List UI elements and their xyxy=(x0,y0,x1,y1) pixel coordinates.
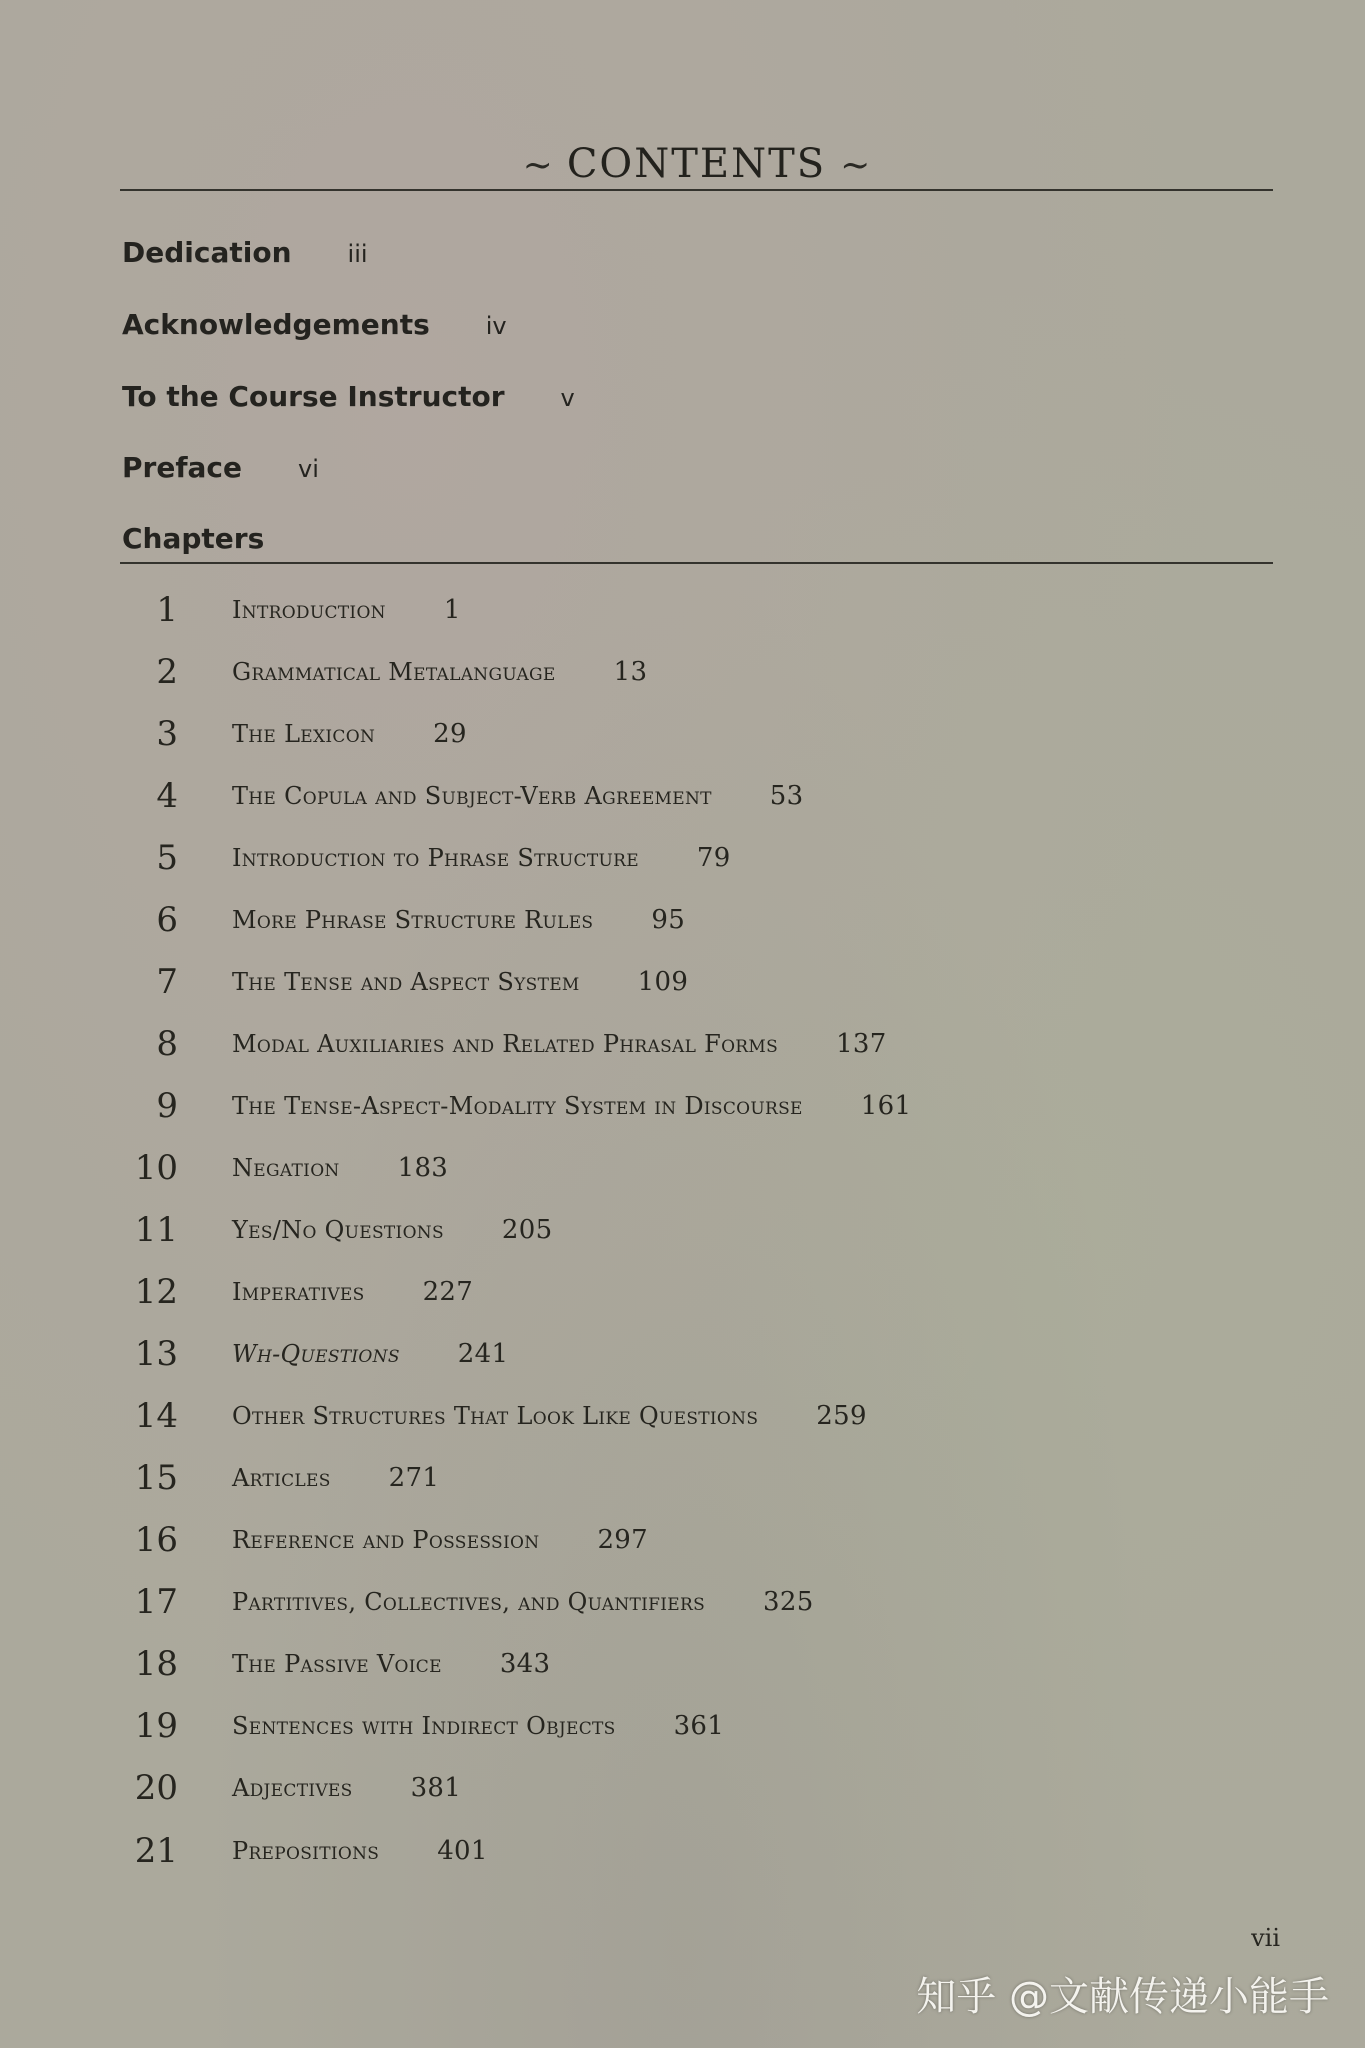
chapter-number: 11 xyxy=(134,1210,178,1250)
chapter-title: The Lexicon 29 xyxy=(232,719,467,749)
chapter-page: 161 xyxy=(860,1091,912,1121)
chapter-page: 79 xyxy=(696,843,731,873)
chapter-row xyxy=(0,1267,1365,1317)
chapter-title: More Phrase Structure Rules 95 xyxy=(232,905,686,935)
chapter-number: 7 xyxy=(156,962,178,1002)
chapter-page: 401 xyxy=(437,1836,488,1866)
chapter-title: Sentences with Indirect Objects 361 xyxy=(232,1711,725,1741)
chapter-title: Introduction 1 xyxy=(232,595,461,625)
chapter-title: Adjectives 381 xyxy=(232,1773,462,1803)
chapter-page: 381 xyxy=(410,1773,462,1803)
chapter-title: Wh-Questions 241 xyxy=(232,1339,509,1369)
chapter-row xyxy=(0,647,1365,697)
chapter-page: 137 xyxy=(836,1029,887,1059)
chapter-row xyxy=(0,1391,1365,1441)
chapter-title: Articles 271 xyxy=(232,1463,440,1493)
chapters-heading: Chapters xyxy=(122,522,265,555)
chapter-title: Modal Auxiliaries and Related Phrasal Forms 137 xyxy=(232,1029,887,1059)
chapter-page: 271 xyxy=(388,1463,440,1493)
entry-label: Preface xyxy=(122,451,242,484)
chapter-title: Imperatives 227 xyxy=(232,1277,474,1307)
chapter-row xyxy=(0,585,1365,635)
chapter-page: 183 xyxy=(397,1153,449,1183)
chapter-row xyxy=(0,1515,1365,1565)
chapter-page: 1 xyxy=(443,595,461,625)
chapter-page: 227 xyxy=(422,1277,474,1307)
entry-page: v xyxy=(560,384,575,412)
chapter-row xyxy=(0,957,1365,1007)
chapter-number: 12 xyxy=(134,1272,178,1312)
page-title: CONTENTS xyxy=(566,141,827,187)
chapter-title: The Passive Voice 343 xyxy=(232,1649,551,1679)
chapter-row xyxy=(0,1143,1365,1193)
entry-label: Dedication xyxy=(122,236,292,269)
entry-label: To the Course Instructor xyxy=(122,380,505,413)
chapter-page: 109 xyxy=(637,967,689,997)
chapter-row xyxy=(0,1081,1365,1131)
chapter-title: The Copula and Subject-Verb Agreement 53 xyxy=(232,781,804,811)
chapter-number: 13 xyxy=(134,1334,178,1374)
swash-ornament-right: ~ xyxy=(840,145,871,186)
chapter-page: 297 xyxy=(597,1525,648,1555)
entry-page: iii xyxy=(347,240,368,268)
chapter-title: Other Structures That Look Like Questions 259 xyxy=(232,1401,867,1431)
chapter-title: Reference and Possession 297 xyxy=(232,1525,648,1555)
chapter-page: 361 xyxy=(673,1711,725,1741)
chapter-number: 21 xyxy=(134,1831,178,1871)
chapter-title: Negation 183 xyxy=(232,1153,449,1183)
chapter-page: 259 xyxy=(816,1401,867,1431)
chapter-row xyxy=(0,1453,1365,1503)
chapter-row xyxy=(0,1639,1365,1689)
chapter-number: 15 xyxy=(134,1458,178,1498)
chapter-page: 29 xyxy=(433,719,467,749)
watermark: 知乎 @文献传递小能手 xyxy=(916,1974,1329,2020)
chapter-row xyxy=(0,1763,1365,1813)
chapter-number: 16 xyxy=(134,1520,178,1560)
chapter-number: 2 xyxy=(156,652,178,692)
entry-label: Acknowledgements xyxy=(122,308,430,341)
entry-page: vi xyxy=(297,455,319,483)
chapter-row xyxy=(0,709,1365,759)
chapter-row xyxy=(0,1701,1365,1751)
chapter-row xyxy=(0,895,1365,945)
chapter-title: Introduction to Phrase Structure 79 xyxy=(232,843,731,873)
chapter-page: 343 xyxy=(499,1649,551,1679)
chapter-number: 5 xyxy=(156,838,178,878)
chapter-title: The Tense and Aspect System 109 xyxy=(232,967,689,997)
chapter-page: 53 xyxy=(769,781,804,811)
chapter-number: 9 xyxy=(156,1086,178,1126)
chapter-title: Grammatical Metalanguage 13 xyxy=(232,657,648,687)
chapter-number: 3 xyxy=(156,714,178,754)
chapter-number: 17 xyxy=(134,1582,178,1622)
entry-page: iv xyxy=(485,312,507,340)
chapter-title: The Tense-Aspect-Modality System in Discourse 161 xyxy=(232,1091,912,1121)
chapter-title: Prepositions 401 xyxy=(232,1836,488,1866)
chapter-row xyxy=(0,833,1365,883)
chapter-row xyxy=(0,1019,1365,1069)
page-number: vii xyxy=(1251,1924,1280,1952)
chapter-page: 13 xyxy=(613,657,648,687)
chapter-title: Partitives, Collectives, and Quantifiers 325 xyxy=(232,1587,814,1617)
chapter-number: 20 xyxy=(134,1768,178,1808)
chapter-number: 6 xyxy=(156,900,178,940)
chapter-row xyxy=(0,771,1365,821)
swash-ornament-left: ~ xyxy=(522,145,553,186)
chapter-row xyxy=(0,1577,1365,1627)
chapter-title: Yes/No Questions 205 xyxy=(232,1215,553,1245)
chapter-page: 325 xyxy=(763,1587,814,1617)
chapter-number: 8 xyxy=(156,1024,178,1064)
chapter-page: 205 xyxy=(501,1215,553,1245)
chapter-row xyxy=(0,1329,1365,1379)
chapter-row xyxy=(0,1205,1365,1255)
chapter-page: 241 xyxy=(457,1339,509,1369)
chapter-number: 4 xyxy=(156,776,178,816)
chapter-row xyxy=(0,1826,1365,1876)
chapter-number: 18 xyxy=(134,1644,178,1684)
chapter-number: 10 xyxy=(134,1148,178,1188)
chapter-number: 14 xyxy=(134,1396,178,1436)
chapter-number: 1 xyxy=(156,590,178,630)
chapter-page: 95 xyxy=(651,905,686,935)
chapter-number: 19 xyxy=(134,1706,178,1746)
